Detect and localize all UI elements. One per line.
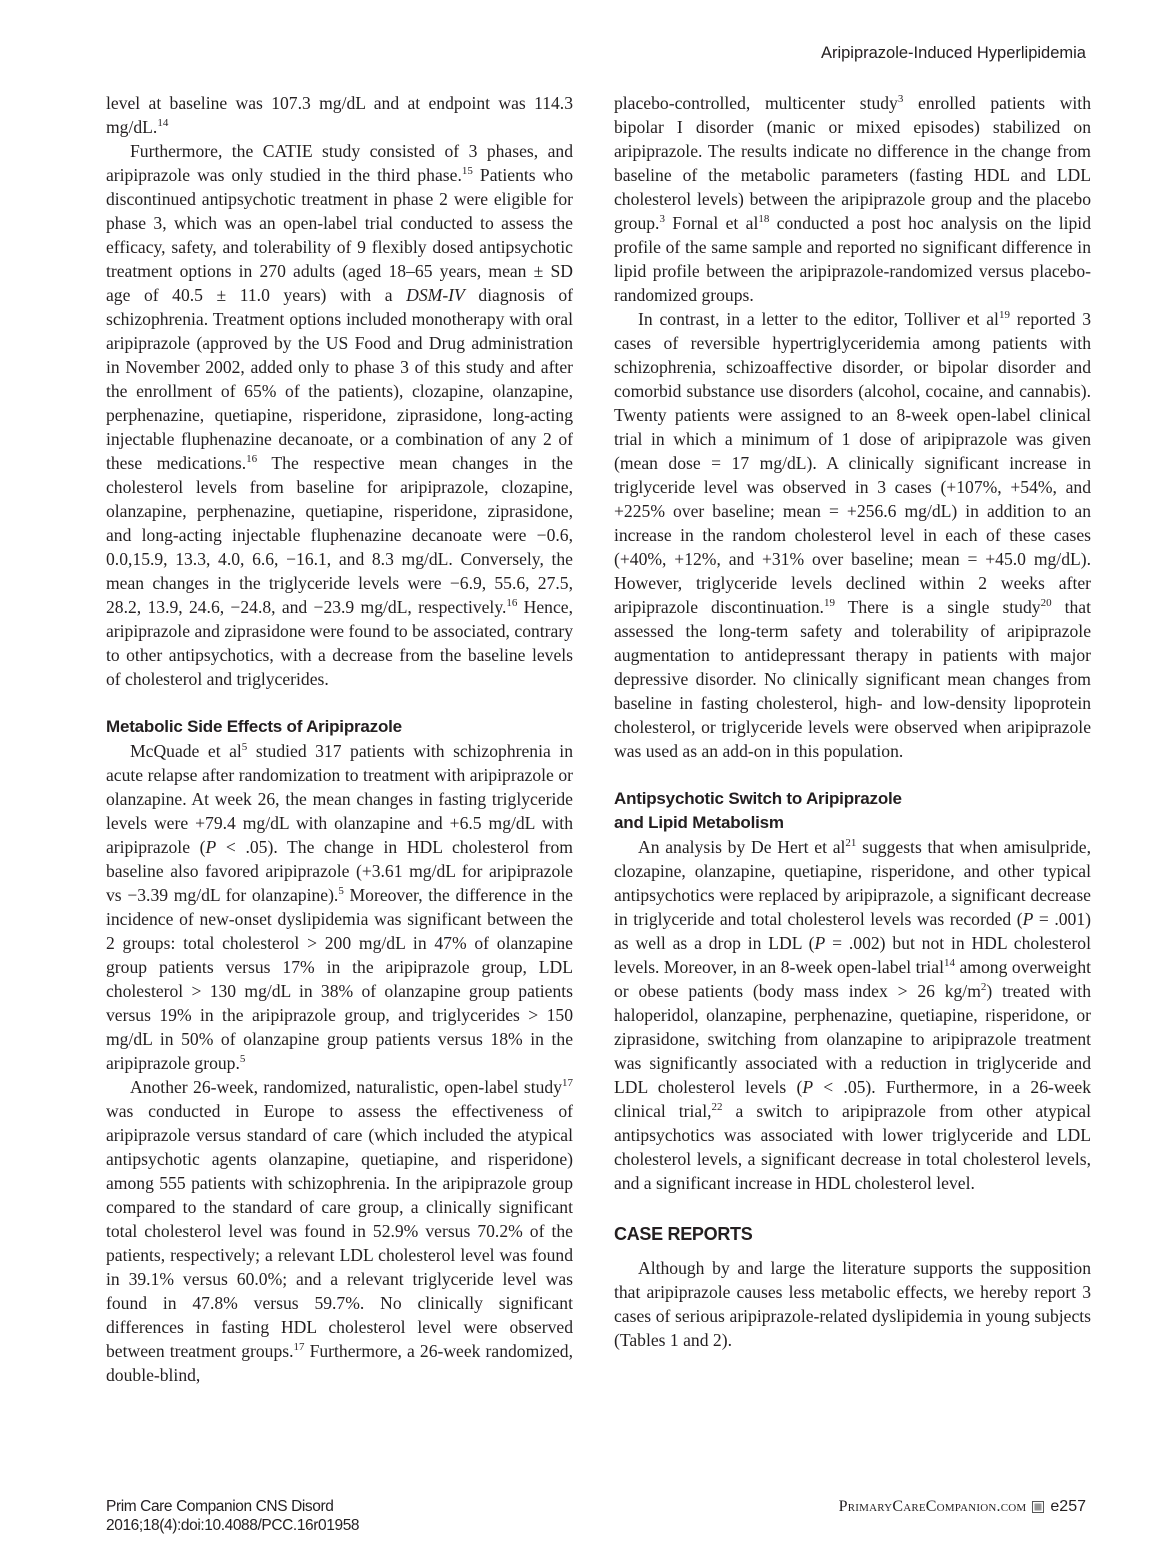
citation-ref[interactable]: 16 xyxy=(506,597,518,610)
citation-ref[interactable]: 3 xyxy=(659,213,665,226)
paragraph xyxy=(614,835,1091,1195)
footer-page-info xyxy=(839,1497,1086,1516)
text: that assessed the long-term safety and tolerability of aripiprazole augmentation to antidepressant therapy in patients with major depressive disorder. No clinically significant mean changes from baseline in fasting cholesterol, high- and low-density lipoprotein cholesterol, or triglyceride levels were observed when aripiprazole was used as an add-on in this population. xyxy=(614,597,1092,761)
italic-p: P xyxy=(802,1077,814,1097)
text: McQuade et al xyxy=(130,741,242,761)
superscript: 2 xyxy=(980,981,987,994)
text: Furthermore, the CATIE study consisted of 3 phases, and aripiprazole was only studied in the third phase. xyxy=(106,141,573,185)
citation-ref[interactable]: 21 xyxy=(845,837,857,850)
text: among overweight or obese patients (body mass index > 26 kg/m xyxy=(614,957,1091,1001)
paragraph xyxy=(106,91,573,139)
text: There is a single study xyxy=(834,597,1041,617)
text: level at baseline was 107.3 mg/dL and at endpoint was 114.3 mg/dL. xyxy=(106,93,573,137)
italic-term: DSM-IV xyxy=(406,285,465,305)
citation-ref[interactable]: 19 xyxy=(823,597,835,610)
doi-citation[interactable]: 2016;18(4):doi:10.4088/PCC.16r01958 xyxy=(106,1517,360,1534)
paragraph xyxy=(614,307,1091,763)
text: placebo-controlled, multicenter study xyxy=(614,93,898,113)
section-heading-metabolic: Metabolic Side Effects of Aripiprazole xyxy=(106,717,402,736)
paragraph xyxy=(106,139,573,691)
text: In contrast, in a letter to the editor, Tolliver et al xyxy=(638,309,999,329)
text: = .001) as well as a drop in LDL ( xyxy=(614,909,1091,953)
italic-p: P xyxy=(1022,909,1034,929)
text: was conducted in Europe to assess the effectiveness of aripiprazole versus standard of care (which included the atypical antipsychotic agents olanzapine, quetiapine, and risperidone) among 555 patients with schizophrenia. In the aripiprazole group compared to the standard of care group, a clinically significant total cholesterol level was found in 52.9% versus 70.2% of the patients, respectively; a relevant LDL cholesterol level was found in 39.1% versus 60.0%; and a relevant triglyceride level was found in 47.8% versus 59.7%. No clinically significant differences in fasting HDL cholesterol level were observed between treatment groups. xyxy=(106,1101,573,1361)
text: Fornal et al xyxy=(664,213,759,233)
heading-line: Antipsychotic Switch to Aripiprazole xyxy=(614,789,902,808)
citation-ref[interactable]: 19 xyxy=(998,309,1010,322)
text: = .002) but not in HDL cholesterol levels. Moreover, in an 8-week open-label trial xyxy=(614,933,1091,977)
section-heading-case-reports: CASE REPORTS xyxy=(614,1224,753,1244)
heading-line: and Lipid Metabolism xyxy=(614,813,784,832)
site-link[interactable]: PrimaryCareCompanion.com xyxy=(838,1498,1027,1515)
paragraph xyxy=(106,739,573,1075)
text: diagnosis of schizophrenia. Treatment options included monotherapy with oral aripiprazole (approved by the US Food and Drug administration in November 2002, added only to phase 3 of this study and after the enrollment of 65% of the patients), clozapine, olanzapine, perphenazine, quetiapine, risperidone, ziprasidone, long-acting injectable fluphenazine decanoate, or a combination of any 2 of these medications. xyxy=(106,285,574,473)
footer-citation xyxy=(106,1497,359,1535)
citation-ref[interactable]: 5 xyxy=(338,885,344,898)
text: An analysis by De Hert et al xyxy=(638,837,846,857)
journal-name: Prim Care Companion CNS Disord xyxy=(106,1498,334,1515)
section-heading-switch xyxy=(614,787,1091,835)
text: < .05). The change in HDL cholesterol from baseline also favored aripiprazole (+3.61 mg/dL for aripiprazole vs −3.39 mg/dL for olanzapine). xyxy=(106,837,573,905)
text: studied 317 patients with schizophrenia in acute relapse after randomization to treatment with aripiprazole or olanzapine. At week 26, the mean changes in fasting triglyceride levels were +79.4 mg/dL with olanzapine and +6.5 mg/dL with aripiprazole ( xyxy=(106,741,573,857)
text: conducted a post hoc analysis on the lipid profile of the same sample and reported no significant difference in lipid profile between the aripiprazole-randomized versus placebo-randomized groups. xyxy=(614,213,1091,305)
citation-ref[interactable]: 16 xyxy=(246,453,258,466)
italic-p: P xyxy=(814,933,826,953)
text: The respective mean changes in the cholesterol levels from baseline for aripiprazole, clozapine, olanzapine, perphenazine, quetiapine, risperidone, ziprasidone, and long-acting injectable fluphenazine decanoate were −0.6, 0.0,15.9, 13.3, 4.0, 6.6, −16.1, and 8.3 mg/dL. Conversely, the mean changes in the triglyceride levels were −6.9, 55.6, 27.5, 28.2, 13.9, 24.6, −24.8, and −23.9 mg/dL, respectively. xyxy=(106,453,573,617)
square-bullet-icon xyxy=(1032,1501,1044,1513)
citation-ref[interactable]: 15 xyxy=(461,165,473,178)
text: Hence, aripiprazole and ziprasidone were found to be associated, contrary to other antipsychotics, with a decrease from the baseline levels of cholesterol and triglycerides. xyxy=(106,597,573,689)
text: Another 26-week, randomized, naturalistic, open-label study xyxy=(130,1077,562,1097)
left-column xyxy=(106,91,573,1387)
page-number: e257 xyxy=(1050,1498,1086,1515)
text: Furthermore, a 26-week randomized, double-blind, xyxy=(106,1341,573,1385)
citation-ref[interactable]: 18 xyxy=(758,213,770,226)
italic-p: P xyxy=(205,837,217,857)
citation-ref[interactable]: 5 xyxy=(239,1053,246,1066)
citation-ref[interactable]: 14 xyxy=(157,117,169,130)
text: reported 3 cases of reversible hypertriglyceridemia among patients with schizophrenia, schizoaffective disorder, or bipolar disorder and comorbid substance use disorders (alcohol, cocaine, and cannabis). Twenty patients were assigned to an 8-week open-label clinical trial in which a minimum of 1 dose of aripiprazole was given (mean dose = 17 mg/dL). A clinically significant increase in triglyceride level was observed in 3 cases (+107%, +54%, and +225% over baseline; mean = +256.6 mg/dL) in addition to an increase in the random cholesterol level in each of these cases (+40%, +12%, and +31% over baseline; mean = +45.0 mg/dL). However, triglyceride levels declined within 2 weeks after aripiprazole discontinuation. xyxy=(614,309,1091,617)
text: Patients who discontinued antipsychotic treatment in phase 2 were eligible for phase 3, which was an open-label trial conducted to assess the efficacy, safety, and tolerability of 9 flexibly dosed antipsychotic treatment options in 270 adults (aged 18–65 years, mean ± SD age of 40.5 ± 11.0 years) with a xyxy=(106,165,573,305)
text: suggests that when amisulpride, clozapine, olanzapine, quetiapine, risperidone, and other typical antipsychotics were replaced by aripiprazole, a significant decrease in triglyceride and total cholesterol levels was recorded ( xyxy=(614,837,1091,929)
text: ) treated with haloperidol, olanzapine, perphenazine, quetiapine, risperidone, or ziprasidone, switching from olanzapine to aripiprazole treatment was significantly associated with a reduction in triglyceride and LDL cholesterol levels ( xyxy=(614,981,1091,1097)
running-title: Aripiprazole-Induced Hyperlipidemia xyxy=(820,44,1086,62)
citation-ref[interactable]: 14 xyxy=(944,957,956,970)
text: enrolled patients with bipolar I disorder (manic or mixed episodes) stabilized on aripiprazole. The results indicate no difference in the change from baseline of the metabolic parameters (fasting HDL and LDL cholesterol levels) between the aripiprazole group and the placebo group. xyxy=(614,93,1091,233)
paragraph xyxy=(614,91,1091,307)
paragraph xyxy=(106,1075,573,1387)
right-column xyxy=(614,91,1091,1352)
citation-ref[interactable]: 5 xyxy=(241,741,248,754)
citation-ref[interactable]: 17 xyxy=(293,1341,305,1354)
text: Moreover, the difference in the incidence of new-onset dyslipidemia was significant between the 2 groups: total cholesterol > 200 mg/dL in 47% of olanzapine group patients versus 17% in the aripiprazole group, LDL cholesterol > 130 mg/dL in 38% of olanzapine group patients versus 19% in the aripiprazole group, and triglycerides > 150 mg/dL in 50% of olanzapine group patients versus 18% in the aripiprazole group. xyxy=(106,885,573,1073)
citation-ref[interactable]: 3 xyxy=(897,93,904,106)
citation-ref[interactable]: 20 xyxy=(1040,597,1052,610)
text: < .05). Furthermore, in a 26-week clinical trial, xyxy=(614,1077,1091,1121)
paragraph: Although by and large the literature supports the supposition that aripiprazole causes less metabolic effects, we hereby report 3 cases of serious aripiprazole-related dyslipidemia in young subjects (Tables 1 and 2). xyxy=(614,1258,1091,1350)
text: a switch to aripiprazole from other atypical antipsychotics was associated with lower triglyceride and LDL cholesterol levels, a significant decrease in total cholesterol levels, and a significant increase in HDL cholesterol level. xyxy=(614,1101,1092,1193)
citation-ref[interactable]: 17 xyxy=(562,1077,573,1090)
citation-ref[interactable]: 22 xyxy=(711,1101,723,1114)
